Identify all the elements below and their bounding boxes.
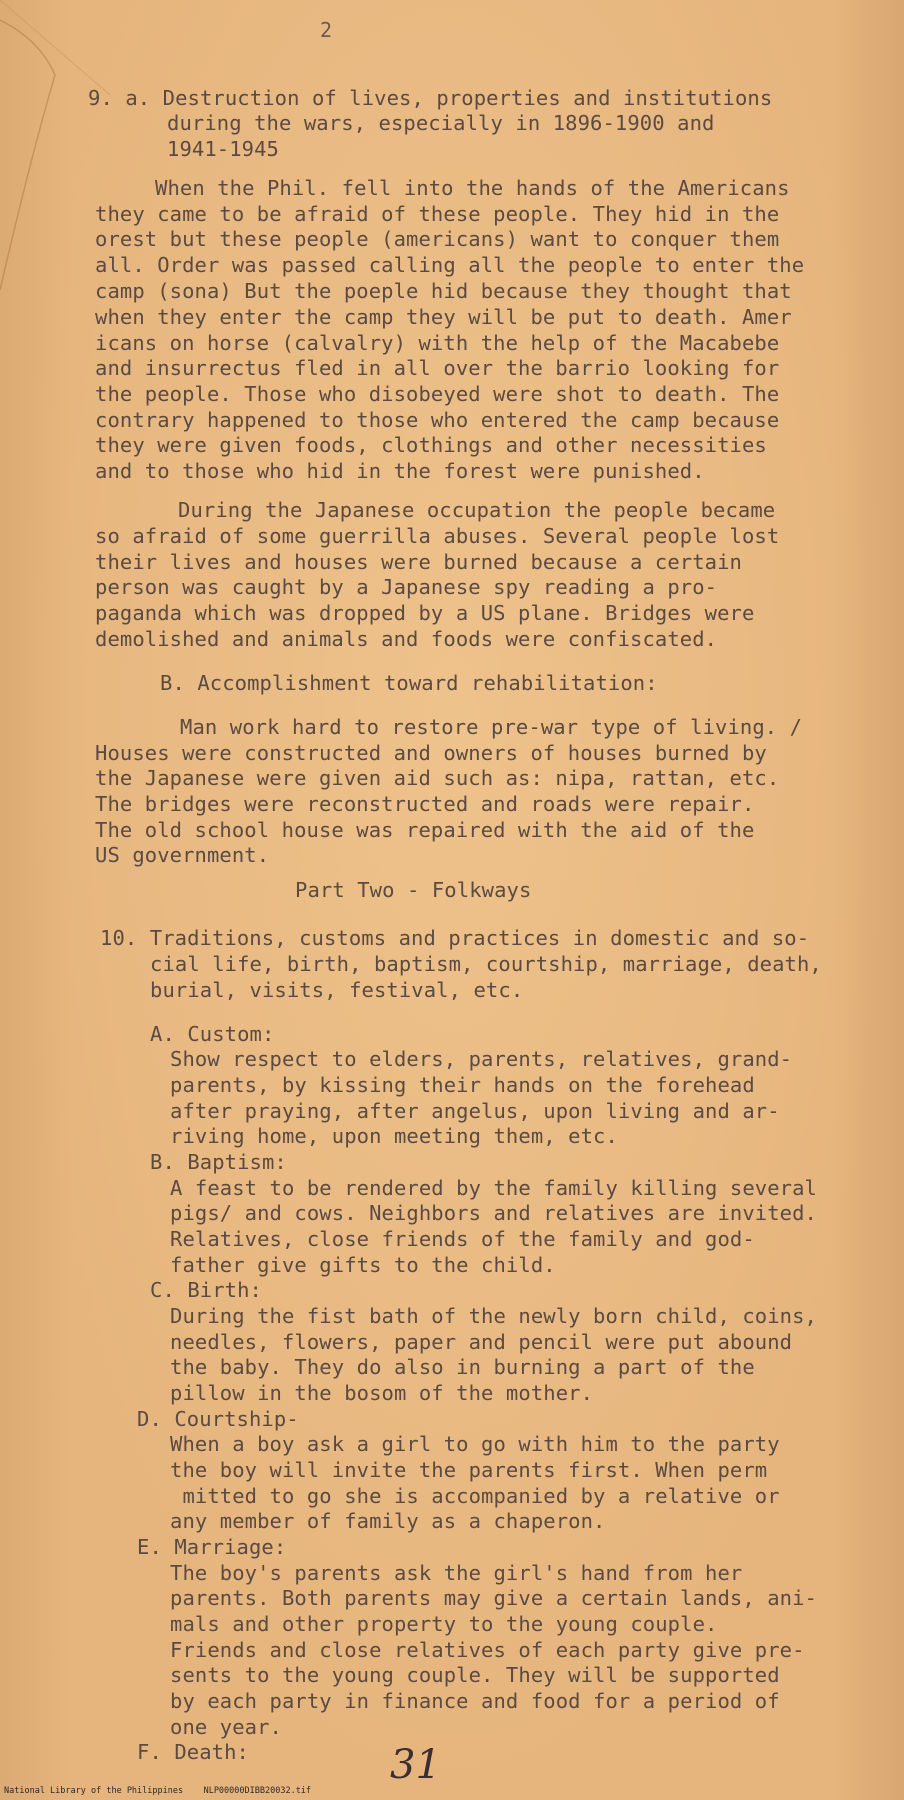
americans-paragraph-line: they came to be afraid of these people. They hid in the	[95, 202, 780, 226]
q10-heading-line: 10. Traditions, customs and practices in domestic and so-	[100, 926, 810, 950]
baptism-text-line: father give gifts to the child.	[170, 1253, 556, 1277]
rehab-paragraph-line: Man work hard to restore pre-war type of living. /	[180, 715, 803, 739]
marriage-text-line: Friends and close relatives of each party give pre-	[170, 1638, 805, 1662]
archive-footer: National Library of the Philippines NLP00000DIBB20032.tif	[4, 1786, 312, 1796]
marriage-text-line: mals and other property to the young couple.	[170, 1612, 718, 1636]
americans-paragraph-line: icans on horse (calvalry) with the help of the Macabebe	[95, 331, 780, 355]
americans-paragraph-line: all. Order was passed calling all the people to enter the	[95, 253, 805, 277]
japanese-paragraph-line: person was caught by a Japanese spy reading a pro-	[95, 575, 718, 599]
q10-heading-line: burial, visits, festival, etc.	[150, 978, 524, 1002]
q9-heading-line: during the wars, especially in 1896-1900 and	[167, 111, 715, 135]
marriage-text-line: The boy's parents ask the girl's hand from her	[170, 1561, 743, 1585]
americans-paragraph-line: when they enter the camp they will be put to death. Amer	[95, 305, 792, 329]
japanese-paragraph-line: paganda which was dropped by a US plane. Bridges were	[95, 601, 755, 625]
section-b-heading: B. Accomplishment toward rehabilitation:	[160, 671, 658, 695]
americans-paragraph-line: orest but these people (americans) want to conquer them	[95, 227, 780, 251]
marriage-text-line: by each party in finance and food for a period of	[170, 1689, 780, 1713]
rehab-paragraph-line: US government.	[95, 843, 270, 867]
americans-paragraph-line: the people. Those who disobeyed were shot to death. The	[95, 382, 780, 406]
rehab-paragraph-line: The old school house was repaired with the aid of the	[95, 818, 755, 842]
q9-heading-line: 9. a. Destruction of lives, properties and institutions	[88, 86, 773, 110]
baptism-text-line: Relatives, close friends of the family and god-	[170, 1227, 755, 1251]
rehab-paragraph-line: Houses were constructed and owners of houses burned by	[95, 741, 767, 765]
page-number: 2	[320, 18, 333, 42]
baptism-text-line: A feast to be rendered by the family killing several	[170, 1176, 817, 1200]
americans-paragraph-line: When the Phil. fell into the hands of the Americans	[155, 176, 790, 200]
birth-text-line: During the fist bath of the newly born child, coins,	[170, 1304, 817, 1328]
americans-paragraph-line: contrary happened to those who entered the camp because	[95, 408, 780, 432]
part-two-title: Part Two - Folkways	[295, 878, 532, 902]
marriage-text-line: one year.	[170, 1715, 282, 1739]
baptism-text-line: pigs/ and cows. Neighbors and relatives are invited.	[170, 1201, 817, 1225]
japanese-paragraph-line: so afraid of some guerrilla abuses. Several people lost	[95, 524, 780, 548]
courtship-label: D. Courtship-	[137, 1407, 299, 1431]
courtship-text-line: the boy will invite the parents first. When perm	[170, 1458, 768, 1482]
americans-paragraph-line: and insurrectus fled in all over the barrio looking for	[95, 356, 780, 380]
custom-text-line: after praying, after angelus, upon living and ar-	[170, 1099, 780, 1123]
americans-paragraph-line: camp (sona) But the poeple hid because they thought that	[95, 279, 792, 303]
marriage-label: E. Marriage:	[137, 1535, 287, 1559]
courtship-text-line: When a boy ask a girl to go with him to the party	[170, 1432, 780, 1456]
custom-text-line: parents, by kissing their hands on the forehead	[170, 1073, 755, 1097]
birth-label: C. Birth:	[150, 1278, 262, 1302]
courtship-text-line: mitted to go she is accompanied by a relative or	[170, 1484, 780, 1508]
birth-text-line: pillow in the bosom of the mother.	[170, 1381, 594, 1405]
marriage-text-line: parents. Both parents may give a certain lands, ani-	[170, 1586, 817, 1610]
japanese-paragraph-line: demolished and animals and foods were confiscated.	[95, 627, 718, 651]
death-label: F. Death:	[137, 1740, 249, 1764]
q9-heading-line: 1941-1945	[167, 137, 279, 161]
birth-text-line: needles, flowers, paper and pencil were put abound	[170, 1330, 793, 1354]
custom-text-line: Show respect to elders, parents, relatives, grand-	[170, 1047, 793, 1071]
birth-text-line: the baby. They do also in burning a part of the	[170, 1355, 755, 1379]
rehab-paragraph-line: the Japanese were given aid such as: nipa, rattan, etc.	[95, 766, 780, 790]
courtship-text-line: any member of family as a chaperon.	[170, 1509, 606, 1533]
americans-paragraph-line: and to those who hid in the forest were punished.	[95, 459, 705, 483]
marriage-text-line: sents to the young couple. They will be supported	[170, 1663, 780, 1687]
rehab-paragraph-line: The bridges were reconstructed and roads were repair.	[95, 792, 755, 816]
americans-paragraph-line: they were given foods, clothings and other necessities	[95, 433, 767, 457]
baptism-label: B. Baptism:	[150, 1150, 287, 1174]
japanese-paragraph-line: During the Japanese occupation the people became	[178, 498, 776, 522]
japanese-paragraph-line: their lives and houses were burned because a certain	[95, 550, 742, 574]
q10-heading-line: cial life, birth, baptism, courtship, marriage, death,	[150, 952, 822, 976]
folio-number: 31	[390, 1742, 441, 1788]
custom-text-line: riving home, upon meeting them, etc.	[170, 1124, 618, 1148]
custom-label: A. Custom:	[150, 1022, 275, 1046]
